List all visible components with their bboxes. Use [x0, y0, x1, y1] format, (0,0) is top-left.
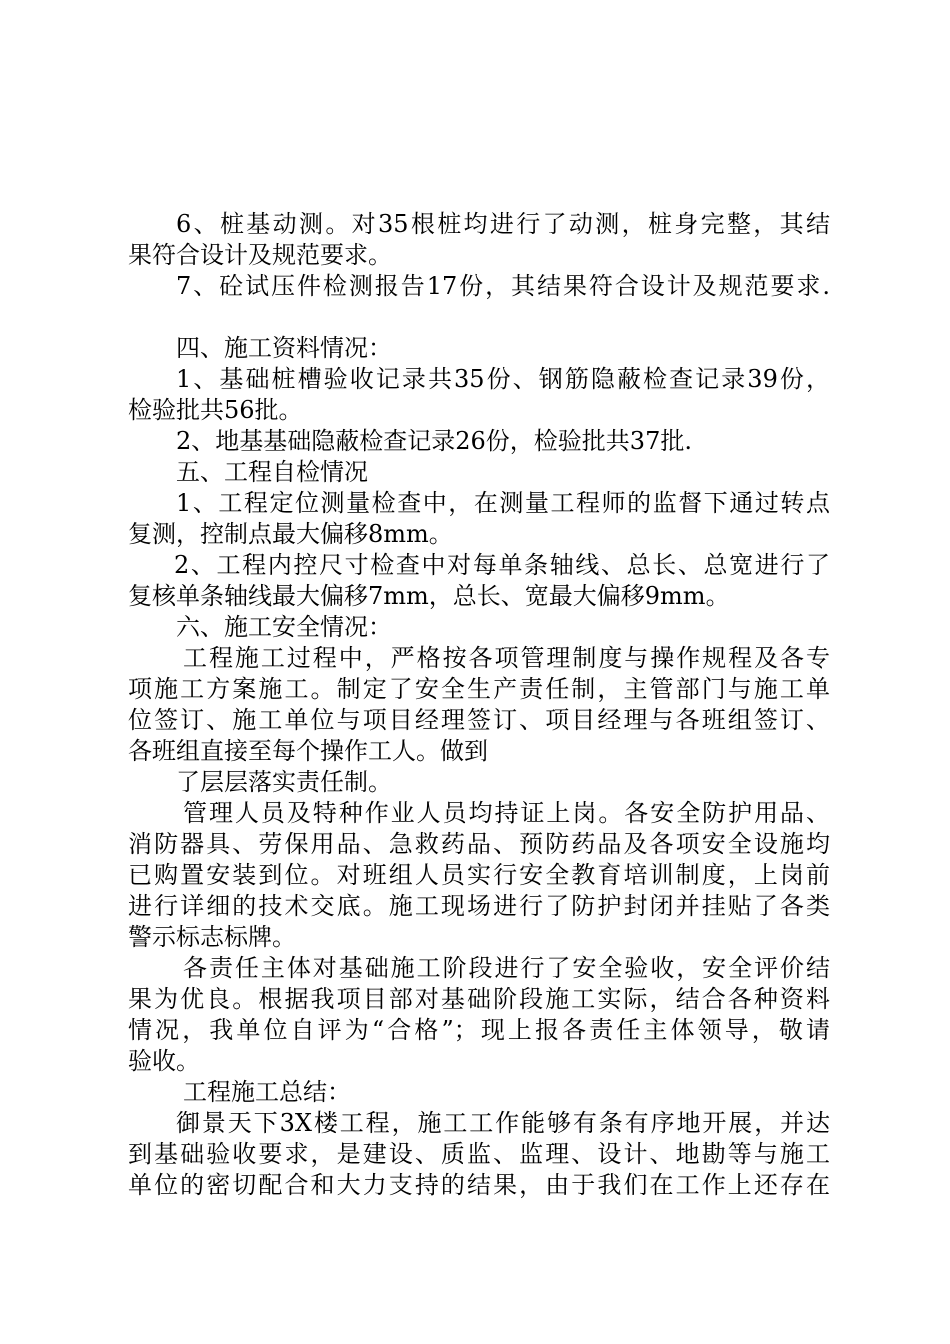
text-line: 了层层落实责任制。 — [176, 768, 392, 796]
text-line: 进行详细的技术交底。施工现场进行了防护封闭并挂贴了各类 — [128, 892, 830, 920]
text-line: 复核单条轴线最大偏移7mm，总长、宽最大偏移9mm。 — [128, 582, 730, 610]
text-line: 已购置安装到位。对班组人员实行安全教育培训制度，上岗前 — [128, 861, 830, 889]
text-line: 果为优良。根据我项目部对基础阶段施工实际，结合各种资料 — [128, 985, 830, 1013]
text-line: 消防器具、劳保用品、急救药品、预防药品及各项安全设施均 — [128, 830, 830, 858]
section-heading: 工程施工总结： — [183, 1078, 351, 1106]
text-line: 各责任主体对基础施工阶段进行了安全验收，安全评价结 — [183, 954, 830, 982]
text-line: 6、桩基动测。对35根桩均进行了动测，桩身完整，其结 — [176, 210, 830, 238]
text-line: 7、砼试压件检测报告17份，其结果符合设计及规范要求. — [176, 272, 830, 300]
text-line: 果符合设计及规范要求。 — [128, 241, 392, 269]
text-line: 管理人员及特种作业人员均持证上岗。各安全防护用品、 — [183, 799, 830, 827]
section-heading: 五、工程自检情况 — [176, 458, 368, 486]
text-line: 御景天下3X楼工程，施工工作能够有条有序地开展，并达 — [176, 1109, 830, 1137]
text-line: 位签订、施工单位与项目经理签订、项目经理与各班组签订、 — [128, 706, 830, 734]
text-line: 工程施工过程中，严格按各项管理制度与操作规程及各专 — [183, 644, 830, 672]
text-line: 到基础验收要求，是建设、质监、监理、设计、地勘等与施工 — [128, 1140, 830, 1168]
text-line: 2、地基基础隐蔽检查记录26份，检验批共37批. — [176, 427, 692, 455]
text-line: 检验批共56批。 — [128, 396, 303, 424]
text-line: 1、基础桩槽验收记录共35份、钢筋隐蔽检查记录39份， — [176, 365, 830, 393]
text-line: 情况，我单位自评为“合格”；现上报各责任主体领导，敬请 — [128, 1016, 830, 1044]
text-line: 复测，控制点最大偏移8mm。 — [128, 520, 453, 548]
text-line: 各班组直接至每个操作工人。做到 — [128, 737, 488, 765]
text-line: 2、工程内控尺寸检查中对每单条轴线、总长、总宽进行了 — [174, 551, 830, 579]
section-heading: 四、施工资料情况： — [176, 334, 392, 362]
text-line: 项施工方案施工。制定了安全生产责任制，主管部门与施工单 — [128, 675, 830, 703]
text-line: 验收。 — [128, 1047, 200, 1075]
text-line: 单位的密切配合和大力支持的结果，由于我们在工作上还存在 — [128, 1171, 830, 1199]
text-line: 1、工程定位测量检查中，在测量工程师的监督下通过转点 — [176, 489, 830, 517]
text-line: 警示标志标牌。 — [128, 923, 296, 951]
section-heading: 六、施工安全情况： — [176, 613, 392, 641]
